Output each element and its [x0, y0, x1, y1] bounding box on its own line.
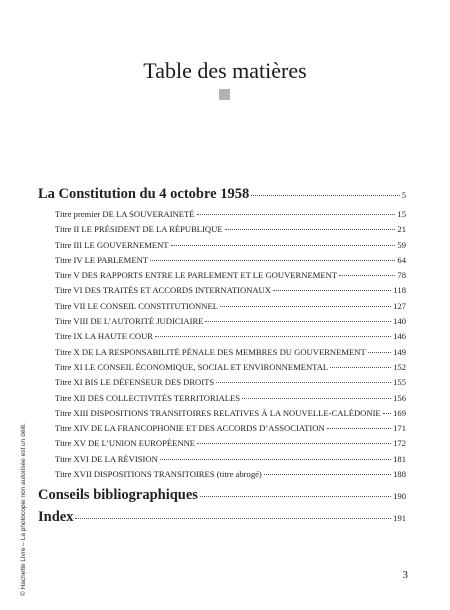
- toc-entry[interactable]: [38, 329, 406, 344]
- dot-leader: [160, 459, 391, 460]
- toc-entry-label: Titre V DES RAPPORTS ENTRE LE PARLEMENT ET LE GOUVERNEMENT: [55, 270, 338, 281]
- toc-page-number: 181: [393, 453, 406, 464]
- dot-leader: [197, 443, 391, 444]
- toc-entry[interactable]: [38, 436, 406, 451]
- toc-page-number: 149: [393, 346, 406, 357]
- toc-page-number: 169: [393, 407, 406, 418]
- dot-leader: [251, 195, 400, 196]
- toc-sub-list: [38, 207, 406, 482]
- toc-entry[interactable]: [38, 467, 406, 482]
- dot-leader: [150, 260, 395, 261]
- toc-page-number: 172: [393, 438, 406, 449]
- toc-entry-label: Titre XVI DE LA RÉVISION: [55, 453, 158, 464]
- toc-entry-label: Titre VIII DE L’AUTORITÉ JUDICIAIRE: [55, 316, 204, 327]
- toc-entry-label: Titre premier DE LA SOUVERAINETÉ: [55, 209, 195, 219]
- dot-leader: [197, 214, 396, 215]
- toc-section-bibliographie[interactable]: [38, 484, 406, 506]
- toc-entry-label: Titre II LE PRÉSIDENT DE LA RÉPUBLIQUE: [55, 224, 223, 235]
- toc-page-number: 15: [397, 209, 406, 219]
- toc-page-number: 78: [397, 270, 406, 281]
- dot-leader: [155, 336, 391, 337]
- toc-section-title: Index: [38, 509, 74, 526]
- toc-page-number: 118: [393, 285, 406, 296]
- toc-page-number: 191: [393, 513, 406, 524]
- decorative-square: [219, 89, 230, 100]
- toc-entry[interactable]: [38, 238, 406, 253]
- toc-page-number: 171: [393, 423, 406, 434]
- toc-page-number: 152: [393, 361, 406, 372]
- dot-leader: [264, 474, 391, 475]
- dot-leader: [339, 275, 395, 276]
- toc-page-number: 140: [393, 316, 406, 327]
- dot-leader: [200, 496, 391, 497]
- toc-page-number: 59: [397, 239, 406, 250]
- dot-leader: [327, 428, 391, 429]
- toc-entry[interactable]: [38, 452, 406, 467]
- dot-leader: [383, 413, 391, 414]
- toc-entry[interactable]: [38, 207, 406, 222]
- toc-entry[interactable]: [38, 360, 406, 375]
- toc-entry[interactable]: [38, 391, 406, 406]
- page-title: Table des matières: [143, 58, 307, 83]
- toc-entry-label: Titre XIV DE LA FRANCOPHONIE ET DES ACCORDS D’ASSOCIATION: [55, 423, 325, 434]
- toc-entry-label: Titre VI DES TRAITÉS ET ACCORDS INTERNATIONAUX: [55, 285, 271, 296]
- toc-entry[interactable]: [38, 421, 406, 436]
- toc-page-number: 156: [393, 392, 406, 403]
- toc-page-number: 188: [393, 469, 406, 480]
- toc-entry[interactable]: [38, 222, 406, 237]
- dot-leader: [75, 518, 391, 519]
- toc-entry[interactable]: [38, 283, 406, 298]
- toc-entry[interactable]: [38, 253, 406, 268]
- copyright-notice: © Hachette Livre – La photocopie non autorisée est un délit.: [20, 423, 27, 596]
- dot-leader: [368, 352, 391, 353]
- toc-page-number: 146: [393, 331, 406, 342]
- dot-leader: [220, 306, 391, 307]
- toc-entry-label: Titre III LE GOUVERNEMENT: [55, 239, 169, 250]
- toc-entry[interactable]: [38, 406, 406, 421]
- dot-leader: [225, 229, 396, 230]
- dot-leader: [216, 382, 391, 383]
- toc-entry-label: Titre XVII DISPOSITIONS TRANSITOIRES (titre abrogé): [55, 469, 262, 480]
- toc-section-title: La Constitution du 4 octobre 1958: [38, 186, 250, 202]
- dot-leader: [330, 367, 391, 368]
- dot-leader: [205, 321, 391, 322]
- toc-entry-label: Titre IX LA HAUTE COUR: [55, 331, 154, 342]
- dot-leader: [273, 290, 391, 291]
- toc-page-number: 155: [393, 377, 406, 388]
- toc-page-number: 5: [401, 190, 406, 200]
- toc-section-index[interactable]: [38, 506, 406, 528]
- toc-entry-label: Titre XIII DISPOSITIONS TRANSITOIRES RELATIVES À LA NOUVELLE-CALÉDONIE: [55, 407, 381, 418]
- table-of-contents: [38, 183, 406, 528]
- toc-entry[interactable]: [38, 314, 406, 329]
- toc-entry-label: Titre IV LE PARLEMENT: [55, 254, 149, 265]
- toc-entry[interactable]: [38, 268, 406, 283]
- page-number: 3: [402, 569, 408, 581]
- toc-section-title: Conseils bibliographiques: [38, 487, 198, 504]
- toc-entry[interactable]: [38, 375, 406, 390]
- toc-entry[interactable]: [38, 345, 406, 360]
- toc-entry[interactable]: [38, 299, 406, 314]
- toc-entry-label: Titre XV DE L’UNION EUROPÉENNE: [55, 438, 196, 449]
- dot-leader: [242, 398, 391, 399]
- toc-entry-label: Titre XI BIS LE DÉFENSEUR DES DROITS: [55, 377, 215, 388]
- toc-page-number: 21: [397, 224, 406, 235]
- toc-entry-label: Titre XII DES COLLECTIVITÉS TERRITORIALES: [55, 392, 241, 403]
- toc-entry-label: Titre VII LE CONSEIL CONSTITUTIONNEL: [55, 300, 218, 311]
- dot-leader: [171, 245, 396, 246]
- toc-page-number: 127: [393, 300, 406, 311]
- toc-section-constitution[interactable]: [38, 183, 406, 205]
- toc-page-number: 190: [393, 491, 406, 502]
- toc-page-number: 64: [397, 254, 406, 265]
- toc-entry-label: Titre XI LE CONSEIL ÉCONOMIQUE, SOCIAL ET ENVIRONNEMENTAL: [55, 361, 329, 372]
- toc-entry-label: Titre X DE LA RESPONSABILITÉ PÉNALE DES MEMBRES DU GOUVERNEMENT: [55, 346, 366, 357]
